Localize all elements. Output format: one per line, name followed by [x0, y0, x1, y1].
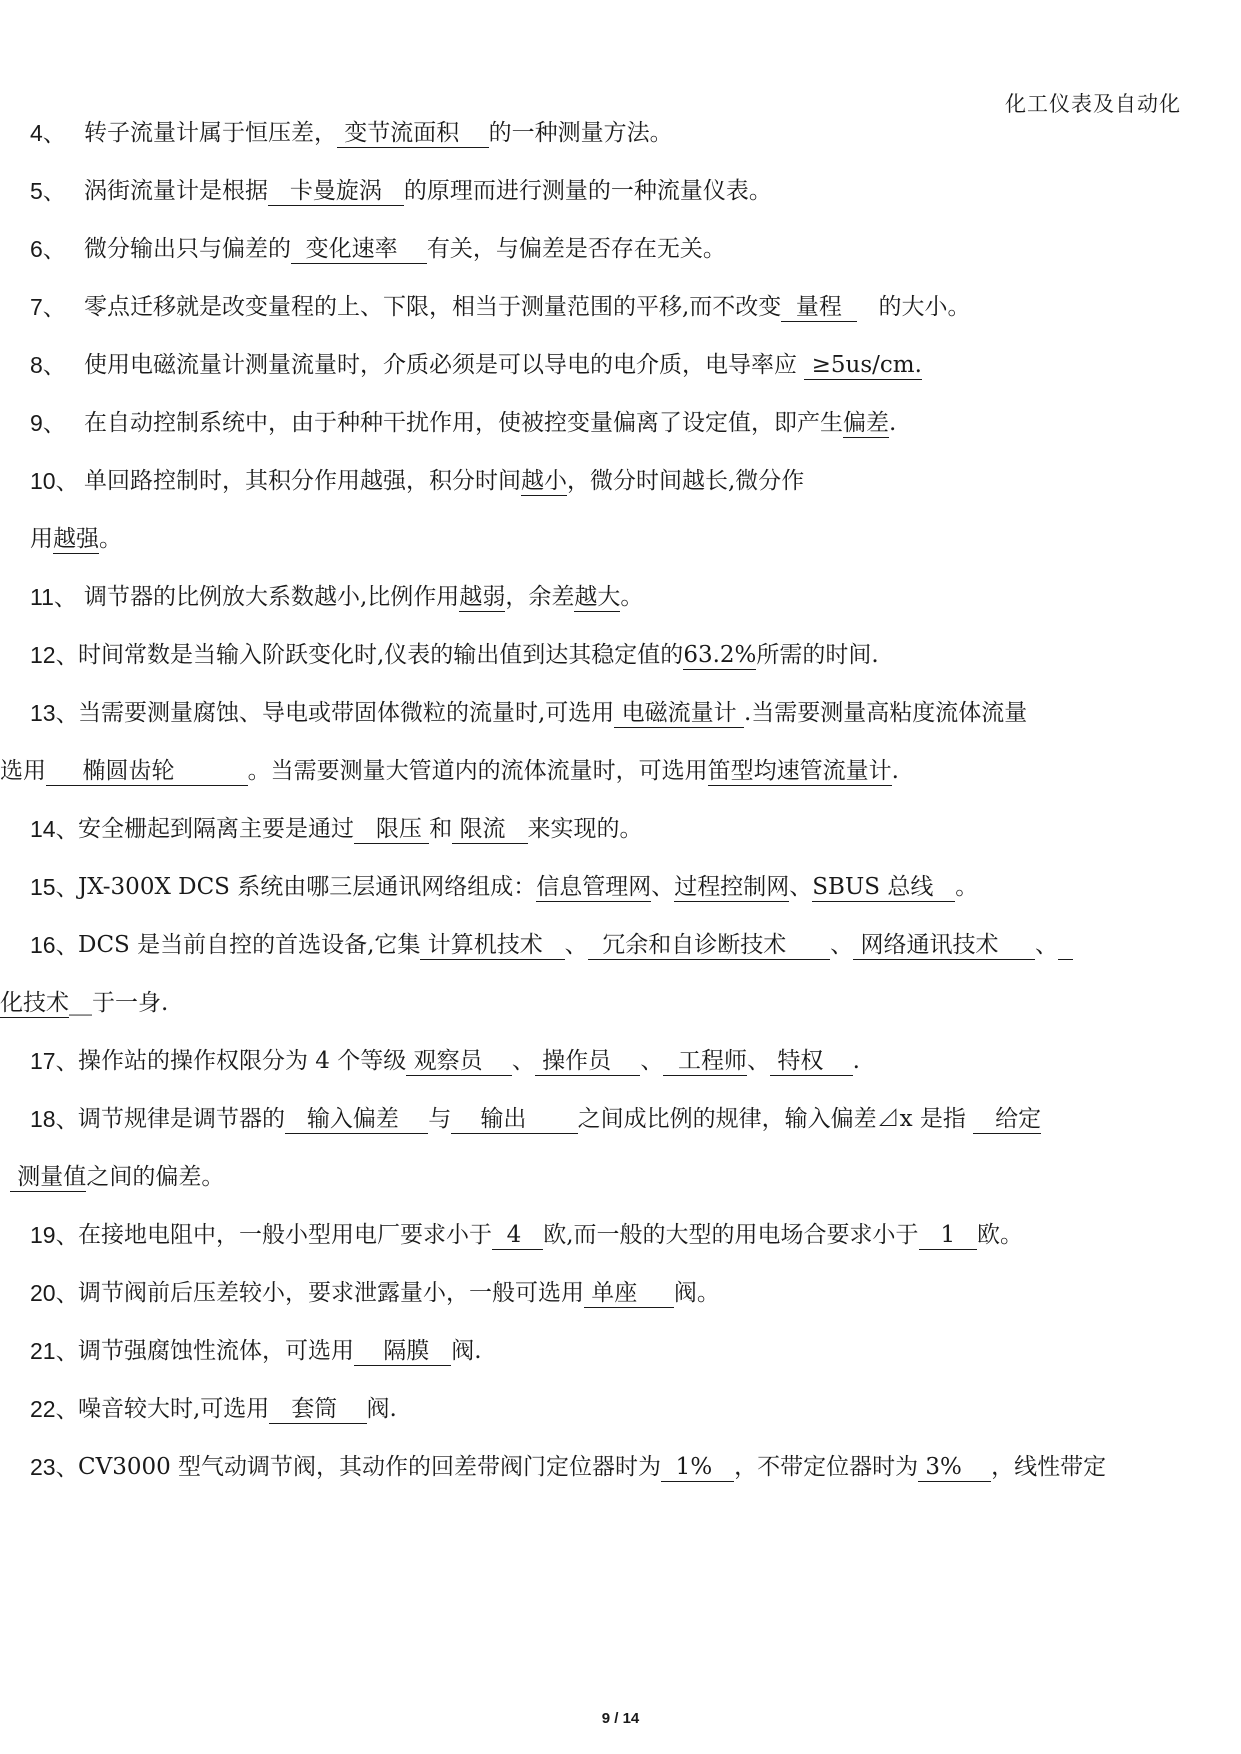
question-text: [78, 1452, 1106, 1482]
question-number: 8、: [30, 352, 66, 378]
question-line: [0, 466, 1241, 496]
question-number: 15、: [30, 874, 79, 900]
question-fragment: .: [891, 758, 899, 784]
question-fragment: 、: [511, 1048, 535, 1074]
question-line: [0, 1046, 1241, 1076]
answer-blank: 限压: [354, 816, 430, 842]
question-line: [0, 1220, 1241, 1250]
question-fragment: 。: [99, 526, 122, 552]
page-header: 化工仪表及自动化: [1005, 92, 1181, 116]
question-number: 10、: [30, 468, 79, 494]
question-number: 12、: [30, 642, 79, 668]
question-line: [0, 350, 1241, 380]
question-line: [0, 234, 1241, 264]
question-text: [78, 814, 643, 844]
question-number: 7、: [30, 294, 66, 320]
question-line: [0, 1278, 1241, 1308]
question-fragment: CV3000 型气动调节阀，其动作的回差带阀门定位器时为: [78, 1454, 662, 1480]
question-fragment: 调节强腐蚀性流体，可选用: [78, 1338, 354, 1364]
question-number: 9、: [30, 410, 66, 436]
answer-blank: 信息管理网: [536, 874, 652, 900]
question-fragment: 单回路控制时，其积分作用越强，积分时间: [84, 468, 521, 494]
question-line: [0, 524, 1241, 554]
answer-blank: 冗余和自诊断技术: [587, 932, 831, 958]
question-text: [30, 524, 122, 554]
question-text: [84, 176, 772, 206]
question-fragment: 用: [30, 526, 53, 552]
question-fragment: 噪音较大时,可选用: [78, 1396, 270, 1422]
answer-blank: 越强: [53, 526, 99, 552]
question-fragment: 来实现的。: [527, 816, 643, 842]
answer-blank: 量程: [781, 294, 857, 320]
question-number: 4、: [30, 120, 66, 146]
question-line: [0, 176, 1241, 206]
question-number: 14、: [30, 816, 79, 842]
answer-blank: 偏差: [843, 410, 889, 436]
question-text: [78, 1104, 1041, 1134]
answer-blank: 特权: [770, 1048, 853, 1074]
question-line: [0, 988, 1241, 1018]
question-fragment: 在接地电阻中，一般小型用电厂要求小于: [78, 1222, 492, 1248]
answer-blank: [1058, 932, 1073, 960]
question-fragment: 转子流量计属于恒压差，: [84, 120, 337, 146]
question-text: [78, 698, 1027, 728]
answer-blank: 输出: [451, 1106, 578, 1132]
question-number: 22、: [30, 1396, 79, 1422]
answer-blank: 电磁流量计: [614, 700, 744, 726]
question-text: [84, 350, 922, 380]
answer-blank: 变化速率: [291, 236, 427, 262]
answer-blank: 计算机技术: [420, 932, 565, 958]
question-fragment: 选用: [0, 758, 46, 784]
question-line: [0, 1394, 1241, 1424]
question-fragment: 涡街流量计是根据: [84, 178, 268, 204]
question-fragment: DCS 是当前自控的首选设备,它集: [78, 932, 421, 958]
question-line: [0, 1104, 1241, 1134]
question-number: 19、: [30, 1222, 79, 1248]
question-fragment: 时间常数是当输入阶跃变化时,仪表的输出值到达其稳定值的: [78, 642, 684, 668]
question-fragment: 。: [620, 584, 644, 610]
question-text: [78, 640, 879, 670]
question-line: [0, 292, 1241, 322]
question-fragment: 和: [429, 816, 453, 842]
answer-blank: 操作员: [534, 1048, 641, 1074]
answer-blank: 套筒: [269, 1396, 367, 1422]
question-fragment: 的原理而进行测量的一种流量仪表。: [403, 178, 772, 204]
question-fragment: 阀.: [366, 1396, 397, 1422]
answer-blank: 变节流面积: [337, 120, 489, 146]
question-fragment: 零点迁移就是改变量程的上、下限，相当于测量范围的平移,而不改变: [84, 294, 782, 320]
question-text: [78, 872, 978, 902]
answer-blank: 过程控制网: [674, 874, 790, 900]
question-text: [84, 234, 726, 264]
question-fragment: 、: [789, 874, 813, 900]
question-line: [0, 1162, 1241, 1192]
question-text: [78, 1394, 397, 1424]
question-fragment: 、: [1035, 932, 1059, 958]
question-fragment: .当需要测量高粘度流体流量: [743, 700, 1028, 726]
question-fragment: 。当需要测量大管道内的流体流量时，可选用: [247, 758, 708, 784]
question-number: 17、: [30, 1048, 79, 1074]
question-number: 16、: [30, 932, 79, 958]
question-line: [0, 1336, 1241, 1366]
answer-blank: 化技术: [0, 990, 69, 1016]
question-fragment: 之间成比例的规律，输入偏差⊿x 是指: [577, 1106, 974, 1132]
question-text: [84, 408, 896, 438]
question-fragment: 操作站的操作权限分为 4 个等级: [78, 1048, 407, 1074]
question-line: [0, 408, 1241, 438]
question-fragment: ，线性带定: [991, 1454, 1107, 1480]
question-fragment: 、: [564, 932, 588, 958]
question-fragment: JX-300X DCS 系统由哪三层通讯网络组成：: [78, 874, 537, 900]
question-fragment: ，微分时间越长,微分作: [567, 468, 805, 494]
answer-blank: 1: [918, 1222, 978, 1248]
answer-blank: 输入偏差: [285, 1106, 429, 1132]
question-text: [78, 1046, 860, 1076]
answer-blank: 限流: [452, 816, 528, 842]
question-fragment: 、: [747, 1048, 771, 1074]
question-fragment: 阀.: [451, 1338, 482, 1364]
answer-blank: SBUS 总线: [812, 874, 956, 900]
answer-blank: 隔膜: [354, 1338, 452, 1364]
question-line: [0, 756, 1241, 786]
question-text: [0, 756, 899, 786]
question-number: 23、: [30, 1454, 79, 1480]
answer-blank: 4: [492, 1222, 544, 1248]
question-text: [10, 1162, 224, 1192]
question-fragment: 。: [955, 874, 979, 900]
question-fragment: 微分输出只与偏差的: [84, 236, 291, 262]
answer-blank: 单座: [584, 1280, 674, 1306]
question-text: [78, 1278, 720, 1308]
answer-blank: 63.2%: [683, 642, 757, 668]
question-fragment: 、: [651, 874, 675, 900]
answer-blank: 越大: [574, 584, 621, 610]
answer-blank: 椭圆齿轮: [46, 758, 248, 784]
question-fragment: 的大小。: [856, 294, 971, 320]
question-number: 20、: [30, 1280, 79, 1306]
question-number: 18、: [30, 1106, 79, 1132]
question-fragment: ，不带定位器时为: [734, 1454, 919, 1480]
answer-blank: 3%: [918, 1454, 992, 1480]
question-fragment: 的一种测量方法。: [488, 120, 673, 146]
question-line: [0, 1452, 1241, 1482]
answer-blank: 网络通讯技术: [853, 932, 1036, 958]
question-line: [0, 640, 1241, 670]
question-fragment: 、: [640, 1048, 664, 1074]
question-text: [84, 466, 804, 496]
question-fragment: 之间的偏差。: [86, 1164, 225, 1190]
answer-blank: 卡曼旋涡: [268, 178, 404, 204]
question-fragment: 安全栅起到隔离主要是通过: [78, 816, 354, 842]
question-fragment: 调节阀前后压差较小，要求泄露量小，一般可选用: [78, 1280, 584, 1306]
question-text: [84, 118, 673, 148]
answer-blank: ≥5us/cm.: [804, 352, 922, 378]
question-fragment: 有关，与偏差是否存在无关。: [426, 236, 726, 262]
question-text: [0, 988, 168, 1018]
answer-blank: 越小: [521, 468, 567, 494]
answer-blank: 工程师: [663, 1048, 748, 1074]
question-line: [0, 814, 1241, 844]
question-line: [0, 872, 1241, 902]
question-fragment: 、: [830, 932, 854, 958]
page-number: 9 / 14: [601, 1710, 640, 1727]
question-line: [0, 698, 1241, 728]
question-fragment: 欧,而一般的大型的用电场合要求小于: [543, 1222, 919, 1248]
question-fragment: 欧。: [977, 1222, 1024, 1248]
question-fragment: 调节器的比例放大系数越小,比例作用: [84, 584, 460, 610]
question-line: [0, 582, 1241, 612]
question-fragment: 与: [428, 1106, 452, 1132]
question-text: [84, 582, 643, 612]
question-number: 11、: [30, 584, 77, 610]
question-number: 6、: [30, 236, 66, 262]
question-text: [78, 930, 1073, 960]
question-fragment: 阀。: [673, 1280, 720, 1306]
question-text: [78, 1220, 1023, 1250]
question-fragment: __于一身.: [69, 990, 169, 1016]
question-fragment: 所需的时间.: [756, 642, 879, 668]
question-fragment: .: [889, 410, 897, 436]
question-fragment: 在自动控制系统中，由于种种干扰作用，使被控变量偏离了设定值，即产生: [84, 410, 843, 436]
answer-blank: 给定: [973, 1106, 1042, 1132]
question-text: [78, 1336, 482, 1366]
answer-blank: 越弱: [459, 584, 506, 610]
answer-blank: 笛型均速管流量计: [707, 758, 892, 784]
question-number: 21、: [30, 1338, 79, 1364]
question-fragment: 调节规律是调节器的: [78, 1106, 285, 1132]
question-text: [84, 292, 971, 322]
question-fragment: 使用电磁流量计测量流量时，介质必须是可以导电的电介质，电导率应: [84, 352, 805, 378]
answer-blank: 观察员: [406, 1048, 512, 1074]
question-fragment: ，余差: [505, 584, 575, 610]
answer-blank: 1%: [661, 1454, 735, 1480]
answer-blank: 测量值: [10, 1164, 87, 1190]
question-line: [0, 930, 1241, 960]
question-fragment: .: [852, 1048, 860, 1074]
question-number: 5、: [30, 178, 66, 204]
question-number: 13、: [30, 700, 79, 726]
question-fragment: 当需要测量腐蚀、导电或带固体微粒的流量时,可选用: [78, 700, 615, 726]
question-line: [0, 118, 1241, 148]
